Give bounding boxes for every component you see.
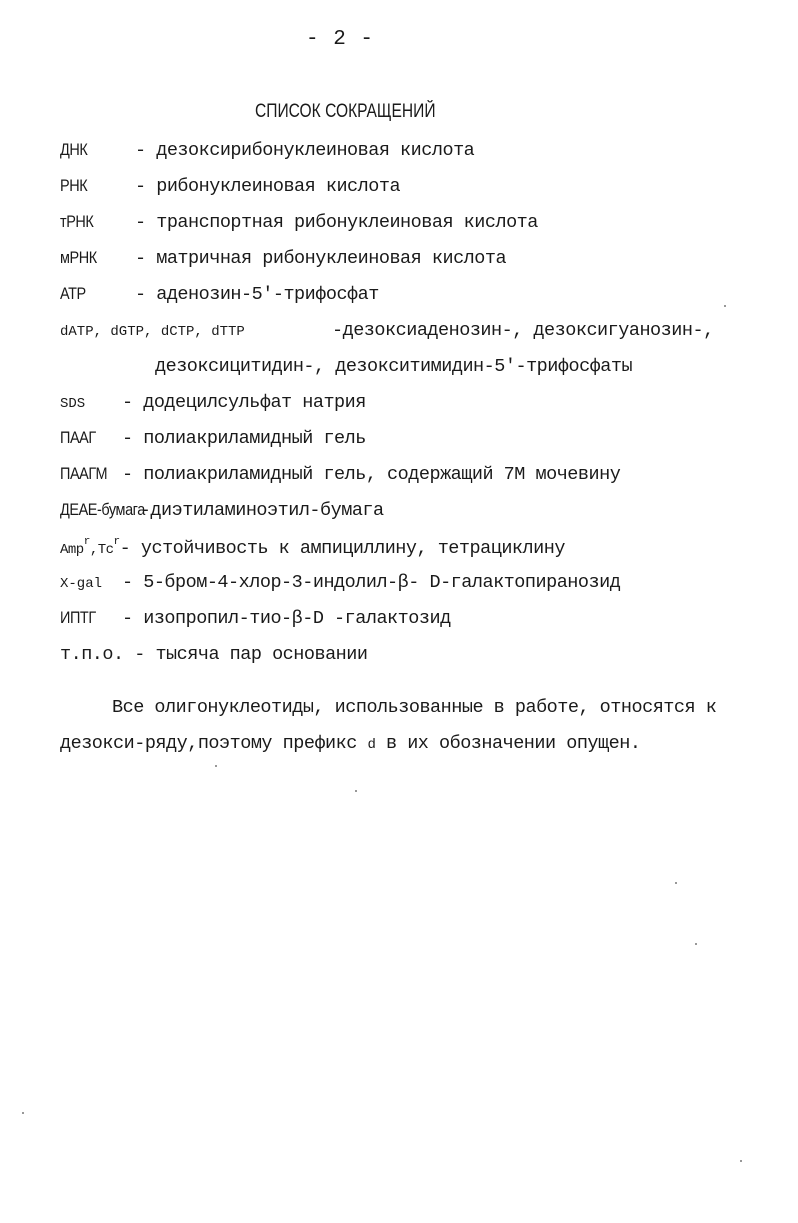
abbr-definition: -дезоксиаденозин-, дезоксигуанозин-, [332, 320, 714, 341]
abbr-dash: - [122, 392, 133, 413]
abbr-term: SDS [60, 396, 86, 412]
abbr-term: ПААГМ [60, 464, 108, 483]
abbr-term: X-gal [60, 576, 103, 592]
abbr-definition: матричная рибонуклеиновая кислота [156, 248, 507, 269]
abbr-definition: транспортная рибонуклеиновая кислота [156, 212, 538, 233]
abbr-definition: изопропил-тио-β-D -галактозид [143, 608, 451, 629]
abbr-superscript: r [83, 536, 90, 548]
abbr-row [60, 248, 506, 269]
scan-speck [740, 1160, 742, 1162]
abbr-definition-continued: дезоксицитидин-, дезокситимидин-5'-трифосфаты [155, 356, 633, 377]
abbr-term: тРНК [60, 212, 94, 231]
scan-speck [215, 765, 217, 767]
abbr-superscript: r [113, 536, 120, 548]
abbr-row [60, 320, 714, 341]
scan-speck [675, 882, 677, 884]
abbr-row [60, 392, 366, 413]
abbr-row [60, 464, 620, 485]
scan-speck [355, 790, 357, 792]
abbr-definition: полиакриламидный гель, содержащий 7М мочевину [143, 464, 621, 485]
note-text: дезокси-ряду,поэтому префикс [60, 733, 357, 754]
note-prefix: d [367, 737, 376, 753]
abbr-dash: - [135, 212, 146, 233]
page-number: - 2 - [306, 28, 375, 51]
abbr-dash: - [122, 428, 133, 449]
abbr-definition: 5-бром-4-хлор-3-индолил-β- D-галактопиранозид [143, 572, 621, 593]
abbr-term: АТР [60, 284, 86, 303]
abbr-definition: -диэтиламиноэтил-бумага [139, 500, 384, 521]
abbr-dash: - [135, 140, 146, 161]
note-line-2 [60, 733, 640, 754]
abbr-dash: - [122, 572, 133, 593]
abbr-definition: дезоксирибонуклеиновая кислота [156, 140, 475, 161]
abbr-dash: - [135, 284, 146, 305]
abbr-term: ИПТГ [60, 608, 96, 627]
abbr-row [60, 212, 538, 233]
abbr-definition: - устойчивость к ампициллину, тетрациклину [119, 538, 565, 559]
scan-speck [22, 1112, 24, 1114]
note-text: в их обозначении опущен. [385, 733, 641, 754]
abbr-term-second: ,Tc [89, 542, 114, 558]
abbr-dash: - [135, 248, 146, 269]
abbr-definition: тысяча пар основании [155, 644, 368, 665]
abbr-row [60, 608, 451, 629]
abbr-row [60, 428, 366, 449]
abbr-row [60, 572, 620, 593]
note-line-1: Все олигонуклеотиды, использованные в работе, относятся к [112, 697, 717, 718]
abbr-term: РНК [60, 176, 88, 195]
abbr-term: мРНК [60, 248, 97, 267]
scan-speck [695, 943, 697, 945]
abbr-row [60, 644, 368, 665]
abbr-term: ПААГ [60, 428, 96, 447]
abbr-term: ДНК [60, 140, 88, 159]
abbr-dash: - [122, 608, 133, 629]
abbr-dash: - [122, 464, 133, 485]
abbr-term: т.п.о. [60, 644, 124, 665]
abbr-row [60, 176, 400, 197]
abbr-row [60, 500, 384, 521]
abbr-row [60, 536, 565, 559]
scan-speck [724, 305, 726, 307]
abbr-term: dATP, dGTP, dCTP, dTTP [60, 324, 245, 340]
abbr-definition: аденозин-5'-трифосфат [156, 284, 379, 305]
abbr-row [60, 284, 379, 305]
abbr-dash: - [135, 176, 146, 197]
abbr-term: ДЕАЕ-бумага [60, 500, 145, 519]
abbr-definition: додецилсульфат натрия [143, 392, 366, 413]
abbr-definition: полиакриламидный гель [143, 428, 366, 449]
abbr-term: Amp [60, 542, 84, 558]
page-title: СПИСОК СОКРАЩЕНИЙ [255, 101, 436, 122]
abbr-row [60, 140, 474, 161]
abbr-definition: рибонуклеиновая кислота [156, 176, 401, 197]
abbr-dash: - [134, 644, 145, 665]
